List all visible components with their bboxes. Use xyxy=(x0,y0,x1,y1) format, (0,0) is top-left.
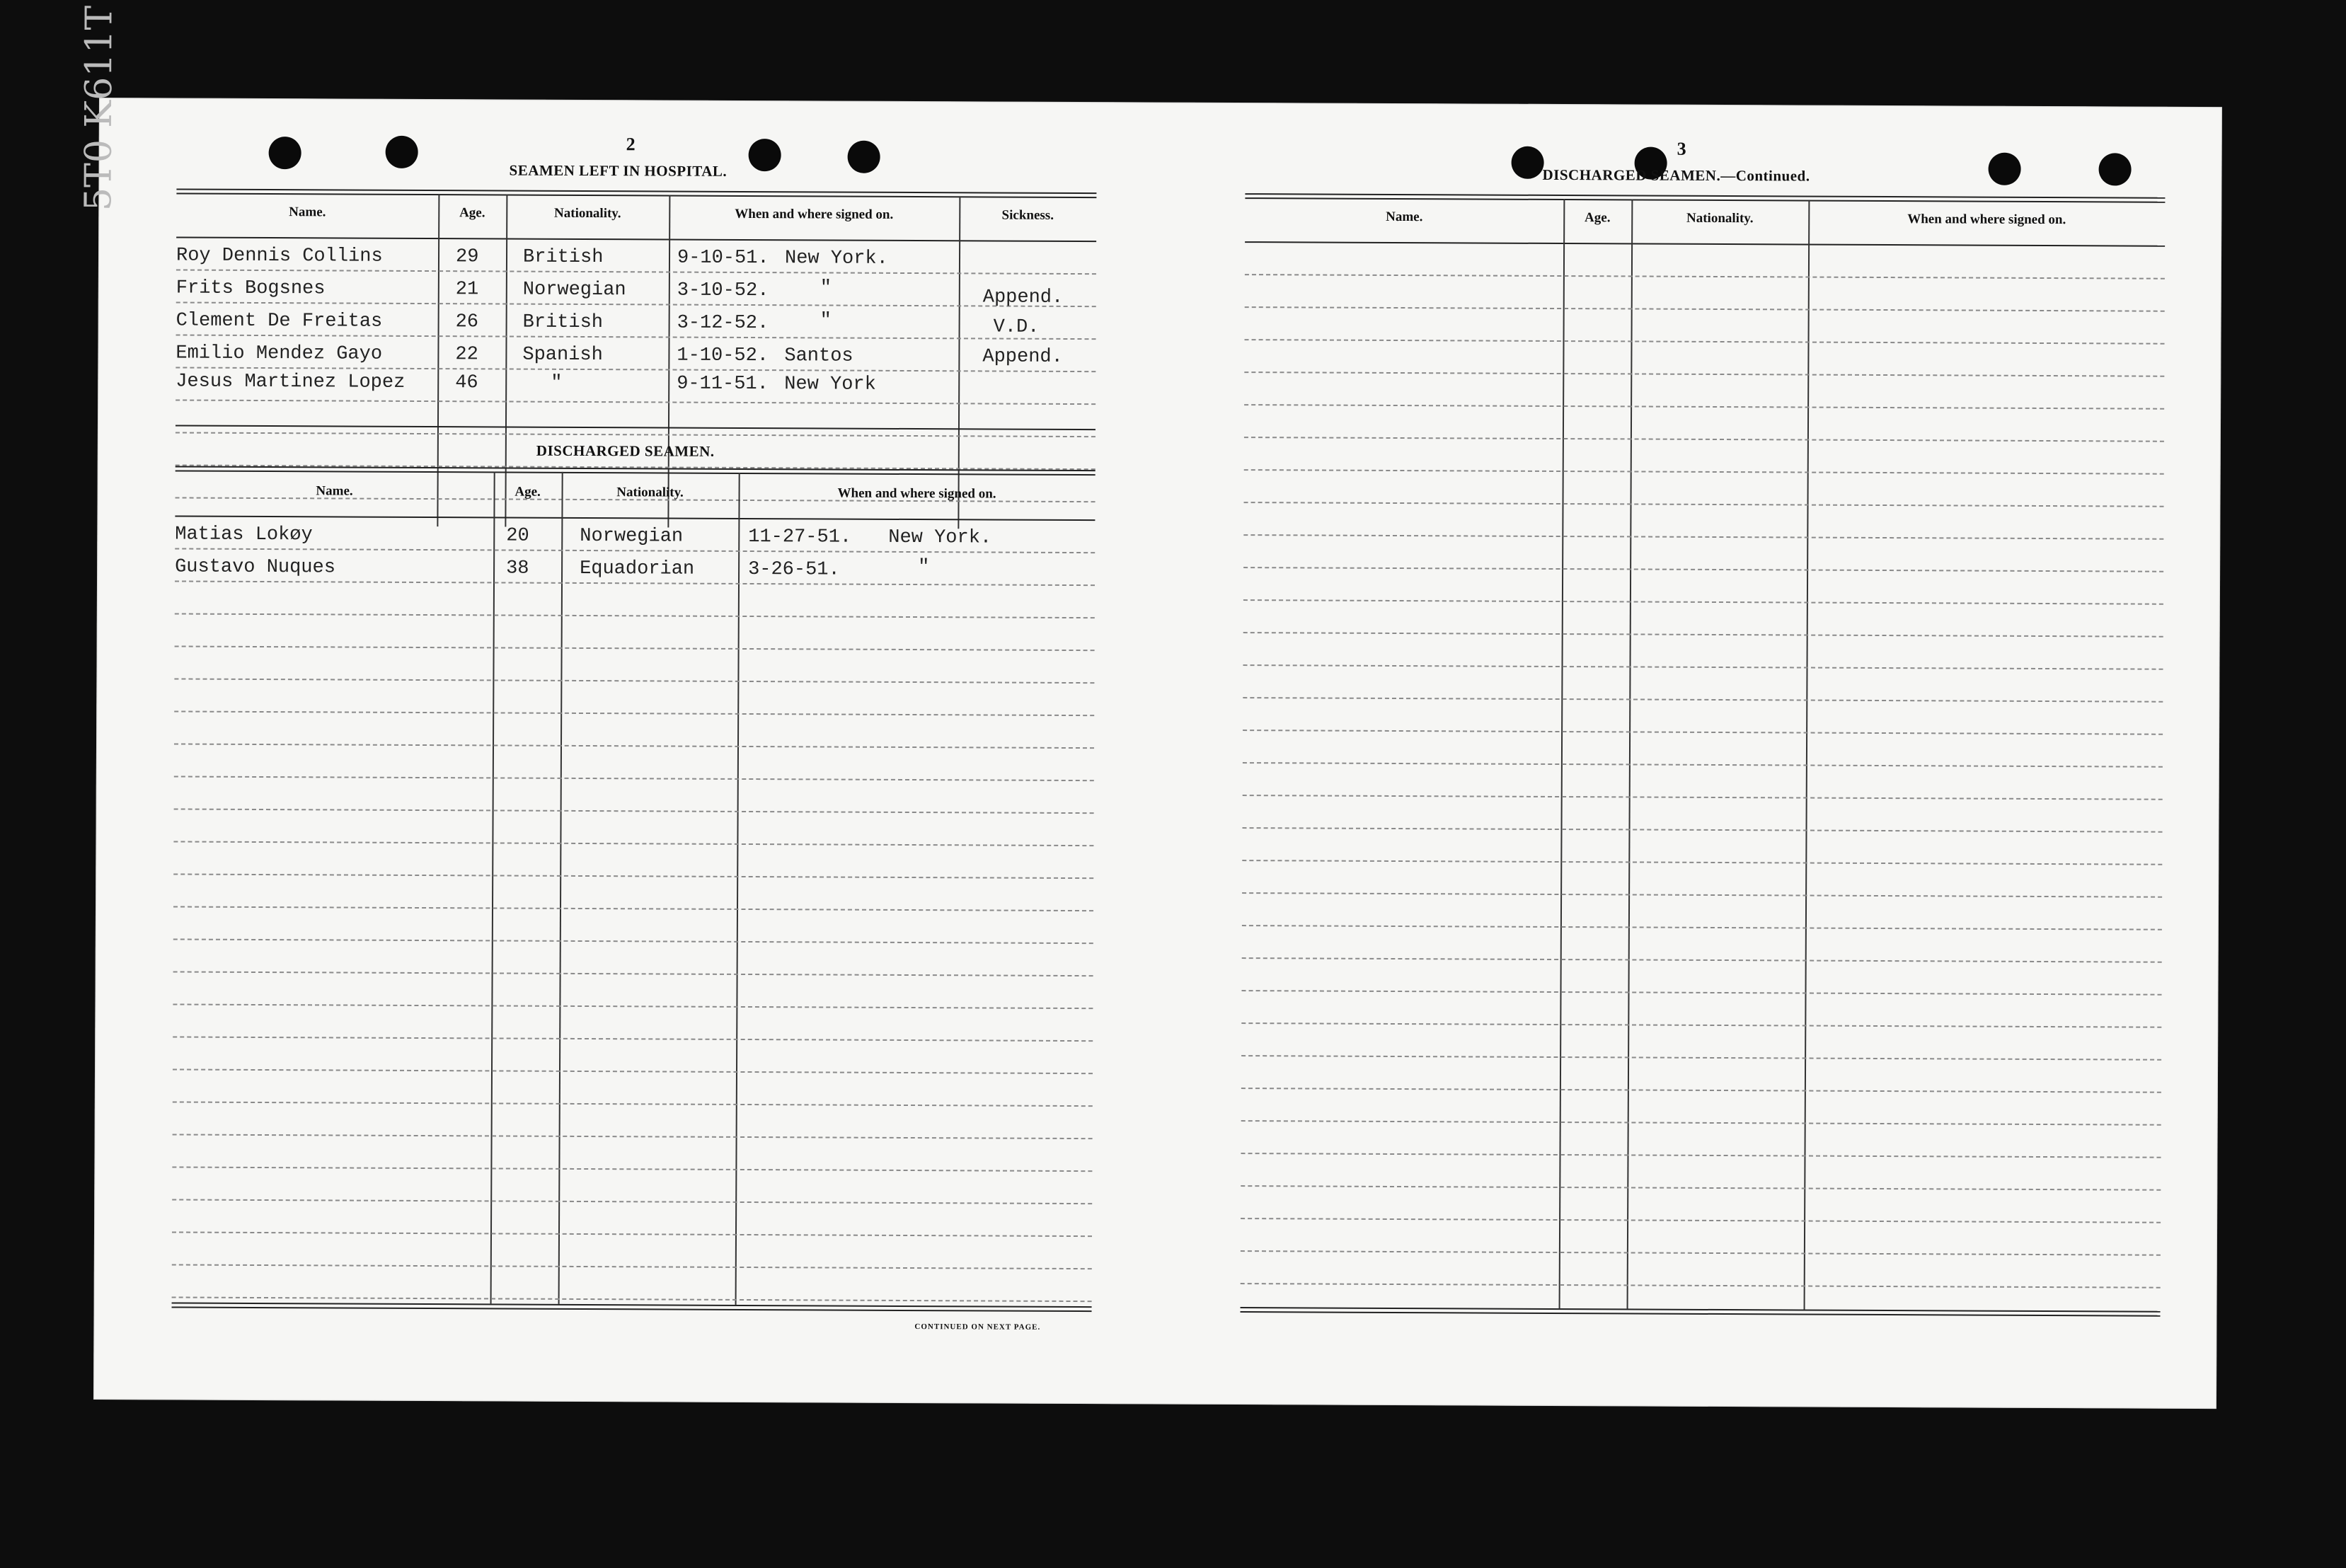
row-line xyxy=(173,1101,1093,1107)
hospital-header-signed-on: When and where signed on. xyxy=(735,206,894,222)
punch-hole xyxy=(749,139,781,171)
row-line xyxy=(176,301,1096,307)
hospital-place: " xyxy=(820,310,832,332)
column-divider xyxy=(735,473,740,1305)
hospital-place: New York. xyxy=(784,248,888,270)
column-divider xyxy=(1559,199,1565,1308)
row-line xyxy=(1241,1120,2161,1126)
row-line xyxy=(174,743,1094,749)
row-line xyxy=(1244,437,2164,442)
column-divider xyxy=(505,195,507,527)
hospital-place: New York xyxy=(784,374,876,396)
hospital-nationality: British xyxy=(522,246,604,269)
row-line xyxy=(173,971,1093,976)
punch-hole xyxy=(1988,153,2020,185)
rule xyxy=(176,470,1096,475)
row-line xyxy=(1242,925,2162,930)
row-line xyxy=(173,841,1093,846)
hospital-sickness: Append. xyxy=(982,346,1063,368)
row-line xyxy=(173,1036,1093,1042)
row-line xyxy=(172,1296,1092,1302)
row-line xyxy=(1243,534,2163,540)
hospital-nationality: British xyxy=(522,311,604,334)
discharged-header-name: Name. xyxy=(316,483,353,499)
row-line xyxy=(174,710,1094,716)
row-line xyxy=(176,334,1096,340)
row-line xyxy=(1241,1088,2161,1093)
discharged-place: New York. xyxy=(888,526,992,549)
row-line xyxy=(1242,860,2162,865)
rule xyxy=(176,192,1096,198)
row-line xyxy=(1243,730,2163,735)
hospital-section-title: SEAMEN LEFT IN HOSPITAL. xyxy=(509,161,728,180)
hospital-age: 29 xyxy=(455,246,479,268)
hospital-sickness: V.D. xyxy=(993,316,1040,338)
hospital-name: Emilio Mendez Gayo xyxy=(176,342,383,365)
row-line xyxy=(1242,957,2162,963)
row-line xyxy=(1244,404,2164,410)
column-divider xyxy=(437,194,439,526)
hospital-date: 3-12-52. xyxy=(677,312,769,335)
row-line xyxy=(1241,1153,2161,1158)
hospital-date: 1-10-52. xyxy=(677,345,769,367)
continued-header-name: Name. xyxy=(1386,209,1423,225)
row-line xyxy=(172,1264,1092,1269)
row-line xyxy=(174,776,1094,781)
discharged-header-signed-on: When and where signed on. xyxy=(837,485,996,502)
column-divider xyxy=(958,196,960,529)
row-line xyxy=(1243,697,2163,703)
hospital-name: Clement De Freitas xyxy=(176,310,383,333)
hospital-name: Jesus Martinez Lopez xyxy=(176,371,406,393)
row-line xyxy=(175,645,1095,651)
row-line xyxy=(175,548,1095,553)
discharged-age: 38 xyxy=(506,558,529,580)
hospital-age: 46 xyxy=(455,372,478,394)
hospital-nationality: Spanish xyxy=(522,344,603,367)
continued-ruled-lines xyxy=(99,98,2222,107)
row-line xyxy=(1243,599,2163,605)
discharged-ruled-lines xyxy=(99,98,2222,107)
hospital-header-age: Age. xyxy=(459,205,485,221)
discharged-section-title: DISCHARGED SEAMEN. xyxy=(536,442,715,460)
hospital-age: 22 xyxy=(455,344,478,366)
rule xyxy=(176,425,1096,430)
row-line xyxy=(173,873,1093,879)
row-line xyxy=(1245,274,2165,279)
row-line xyxy=(1244,371,2164,377)
punch-hole xyxy=(386,136,418,168)
row-line xyxy=(1241,1283,2161,1289)
punch-hole xyxy=(269,137,301,169)
row-line xyxy=(1241,1055,2161,1061)
column-divider xyxy=(490,471,495,1303)
continued-note: CONTINUED ON NEXT PAGE. xyxy=(914,1322,1041,1332)
row-line xyxy=(1243,762,2163,768)
punch-hole xyxy=(848,141,880,173)
rule xyxy=(1245,241,2165,247)
row-line xyxy=(174,808,1094,814)
discharged-header-age: Age. xyxy=(514,484,541,500)
hospital-date: 3-10-52. xyxy=(677,279,769,302)
row-line xyxy=(173,1003,1093,1009)
row-line xyxy=(173,906,1093,911)
discharged-name: Matias Lokøy xyxy=(175,524,313,546)
continued-header-nationality: Nationality. xyxy=(1686,210,1754,226)
discharged-nationality: Equadorian xyxy=(580,558,695,580)
row-line xyxy=(1241,1218,2161,1223)
row-line xyxy=(173,1134,1093,1139)
hospital-place: " xyxy=(820,277,832,299)
discharged-age: 20 xyxy=(506,525,529,547)
row-line xyxy=(1242,990,2162,996)
hospital-date: 9-11-51. xyxy=(677,373,769,396)
hospital-header-sickness: Sickness. xyxy=(1001,207,1054,223)
punch-hole xyxy=(2098,153,2131,185)
continued-header-age: Age. xyxy=(1585,210,1611,226)
hospital-date: 9-10-51. xyxy=(677,247,769,270)
row-line xyxy=(174,678,1094,684)
row-line xyxy=(1244,502,2164,507)
hospital-header-nationality: Nationality. xyxy=(553,205,621,221)
page-number-right: 3 xyxy=(1677,138,1686,159)
discharged-date: 11-27-51. xyxy=(748,526,852,548)
page-number-left: 2 xyxy=(626,134,636,155)
row-line xyxy=(173,1068,1093,1074)
row-line xyxy=(1245,339,2165,345)
column-divider xyxy=(1627,199,1633,1308)
row-line xyxy=(1245,306,2165,312)
column-divider xyxy=(1804,200,1810,1310)
discharged-place: " xyxy=(918,557,930,579)
row-line xyxy=(173,938,1093,944)
row-line xyxy=(176,399,1096,405)
row-line xyxy=(1243,632,2163,638)
row-line xyxy=(175,613,1095,618)
hospital-nationality: Norwegian xyxy=(522,279,626,301)
row-line xyxy=(1241,1022,2161,1028)
row-line xyxy=(1243,795,2163,800)
hospital-age: 26 xyxy=(455,311,479,333)
rule xyxy=(175,515,1095,521)
row-line xyxy=(1243,827,2163,833)
column-divider xyxy=(558,472,563,1304)
hospital-name: Roy Dennis Collins xyxy=(176,245,383,267)
row-line xyxy=(172,1231,1092,1237)
hospital-nationality: " xyxy=(551,372,563,394)
row-line xyxy=(176,432,1096,437)
row-line xyxy=(172,1199,1092,1204)
hospital-header-name: Name. xyxy=(289,204,326,220)
row-line xyxy=(1243,664,2163,670)
continued-header-signed-on: When and where signed on. xyxy=(1907,212,2066,228)
row-line xyxy=(1241,1185,2161,1191)
row-line xyxy=(1242,892,2162,898)
row-line xyxy=(172,1166,1092,1172)
row-line xyxy=(1241,1250,2161,1256)
row-line xyxy=(1243,567,2163,572)
discharged-continued-title: DISCHARGED SEAMEN.—Continued. xyxy=(1542,166,1810,185)
rule xyxy=(1245,197,2165,203)
rule xyxy=(1241,1311,2161,1317)
hospital-age: 21 xyxy=(455,279,479,301)
margin-pencil-note: 5T0 K611T xyxy=(77,5,121,212)
document-sheet xyxy=(77,5,2222,1409)
discharged-header-nationality: Nationality. xyxy=(616,485,684,500)
hospital-name: Frits Bogsnes xyxy=(176,277,326,300)
rule xyxy=(172,1306,1092,1312)
column-divider xyxy=(667,195,670,528)
row-line xyxy=(1244,469,2164,475)
hospital-place: Santos xyxy=(784,345,853,367)
hospital-sickness: Append. xyxy=(982,287,1064,309)
punch-hole xyxy=(1512,146,1544,179)
discharged-nationality: Norwegian xyxy=(580,525,684,548)
row-line xyxy=(176,269,1096,275)
row-line xyxy=(175,580,1095,586)
discharged-name: Gustavo Nuques xyxy=(175,556,336,579)
discharged-date: 3-26-51. xyxy=(748,559,840,581)
